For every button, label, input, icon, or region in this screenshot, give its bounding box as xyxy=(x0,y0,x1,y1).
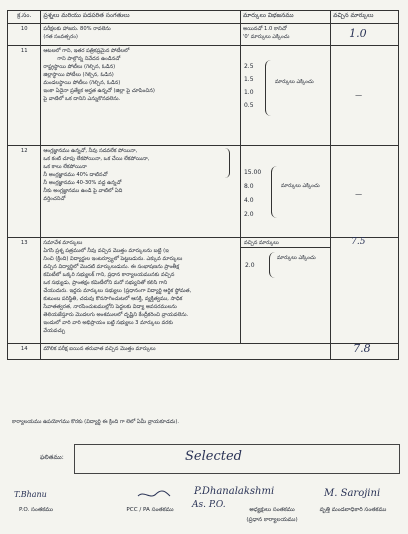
question-line: నీ అంగ్లజ్ఞానము 40-30% వద్ద ఉన్నచో xyxy=(43,180,122,186)
header-marks-given: వచ్చిన మార్కులు xyxy=(331,11,399,24)
marks-value: 15.00 xyxy=(243,169,262,176)
question-line: నీకు అంగ్లజ్ఞానము ఉండి పై వాటిలో ఏది xyxy=(43,188,123,194)
table-header-row xyxy=(8,11,399,24)
row-given xyxy=(331,46,399,146)
marks-value: 4.0 xyxy=(243,197,254,204)
marks-value: 1.5 xyxy=(243,76,254,83)
marks-line: '0' మార్కులు ఎక్కించు xyxy=(242,34,290,40)
marks-note: మార్కులు ఎక్కించు xyxy=(280,183,320,189)
row-number: 12 xyxy=(8,146,41,238)
marks-value: 0.5 xyxy=(243,102,254,109)
row-given xyxy=(331,24,399,46)
given-mark-handwritten: 1.0 xyxy=(349,27,367,40)
row-marks xyxy=(240,46,330,146)
question-line: జిల్లాస్థాయి పోటీలు (గెల్చిన, ఓడిన) xyxy=(43,72,114,78)
header-question: ప్రశ్నలు మరియు పదపరిత సంగతులు xyxy=(41,11,241,24)
table-row xyxy=(8,238,399,344)
table-row xyxy=(8,24,399,46)
question-line: వచ్చిన విద్యార్థిలో మొదటి మార్కులుడును. ఈ సంభాషణను ప్రాంతీక్ష xyxy=(43,264,180,270)
marks-values xyxy=(244,60,254,112)
question-line: ఆటలలో గాని, ఇతర పత్రికప్రమైన పోటీలలో xyxy=(43,48,130,54)
given-mark-handwritten: 7.8 xyxy=(353,342,371,355)
question-line: వేయవచ్చు xyxy=(43,328,66,334)
question-line: చేయుదురు. ఇద్దరు మార్కులు సభ్యులు (ప్రధానంగా విద్యార్థి ఆర్థిక స్థోమత, xyxy=(43,288,192,294)
question-line: వర్తించనిచో xyxy=(43,196,66,202)
question-line: ఆంగ్లజ్ఞానము ఉన్నచో, నీవు సదవలేక పోయినా, xyxy=(43,148,138,154)
row-given xyxy=(331,238,399,344)
table-row xyxy=(8,344,399,360)
signature-label-officer: వృత్తి మండలాధికారి సంతకము xyxy=(319,507,387,513)
question-line: సేవాతత్వరత, నారసించుటముల్లోని పెద్దలకు విద్యా అవసరములను xyxy=(43,304,177,310)
question-line: మౌలిక పరీక్ష ఐయిన తరువాత వచ్చిన మొత్తం మార్కులు xyxy=(43,346,156,352)
row-number: 14 xyxy=(8,344,41,360)
given-mark: — xyxy=(355,91,363,99)
signature-label-po: P.O. సంతకము xyxy=(19,507,53,513)
row-question xyxy=(41,344,331,360)
row-number: 13 xyxy=(8,238,41,344)
signature-label-pcc: PCC / PA సంతకము xyxy=(126,507,174,513)
given-mark: — xyxy=(355,190,363,198)
row-question xyxy=(41,238,241,344)
question-line: మండలస్థాయి పోటీలు (గెల్చిన, ఓడిన) xyxy=(43,80,121,86)
brace-icon xyxy=(225,148,230,178)
row-marks xyxy=(240,238,330,344)
question-line: పై వాటిలో ఒక దానిని ఎన్నుకొనవలెను. xyxy=(43,96,121,102)
signature-officer: M. Sarojini xyxy=(324,488,381,499)
question-line: రాష్ట్రస్థాయి పోటీలు (గెల్చిన, ఓడిన) xyxy=(43,64,116,70)
marks-value: 1.0 xyxy=(243,89,254,96)
marks-values xyxy=(244,166,261,222)
result-label: ఫలితము: xyxy=(40,454,64,461)
header-marks-split: మార్కులు విభజనము xyxy=(240,11,330,24)
row-marks xyxy=(240,146,330,238)
marks-value: 2.5 xyxy=(243,63,254,70)
question-line: కమిటీలో ఒక్కరి సభ్యులక్ గాని, ప్రధాన కార్యాలయమునకు వచ్చిన xyxy=(43,272,175,278)
evaluation-table xyxy=(7,10,399,360)
result-value-handwritten: Selected xyxy=(185,449,242,464)
row-question xyxy=(41,146,241,238)
question-line: పరీక్షలకు హాజరు. 80% రావలెను xyxy=(43,26,111,32)
given-mark-handwritten: 7.5 xyxy=(351,237,366,247)
brace-icon xyxy=(269,252,275,278)
signature-label-office: (ప్రధాన కార్యాలయము) xyxy=(246,517,298,523)
question-line: కుటుంబ పరిస్థితి, చదువు కొనసాగించుటలో ఆసక్తి, వ్యక్తిత్వము, సాధిక xyxy=(43,296,183,302)
row-given xyxy=(331,344,399,360)
signature-po: T.Bhanu xyxy=(14,490,47,499)
marks-value: 2.0 xyxy=(243,211,254,218)
application-form-sheet xyxy=(4,6,402,528)
marks-note: మార్కులు ఎక్కించు xyxy=(276,255,316,261)
question-line: ఒక కంటి చూపు లేకపోయినా, ఒక చేయి లేకపోయినా, xyxy=(43,156,150,162)
signature-asst-po: As. P.O. xyxy=(192,500,226,510)
header-serial: క్ర.సం. xyxy=(8,11,41,24)
question-line: ఏగసి ప్రశ్న పత్రములో నీవు వచ్చిన మొత్తం మార్కులను బట్టి (ఇ xyxy=(43,248,169,254)
brace-icon xyxy=(265,60,271,116)
question-line: తెలియజేస్తూరు మొదలగు అంశములలో దృష్టిని కేంద్రీకరించి వ్రాయవలెను. xyxy=(43,312,189,318)
signature-president: P.Dhanalakshmi xyxy=(194,486,275,497)
question-line: నీ అంగ్లజ్ఞానము 40% దాటినచో xyxy=(43,172,108,178)
question-line: గాని పాల్గొన్న నివేదన ఉండినచో xyxy=(57,56,121,62)
question-line: ఒక కాలు లేకపోయినా xyxy=(43,164,87,170)
marks-subheader: వచ్చిన మార్కులు xyxy=(241,238,330,248)
signature-pcc-scrawl xyxy=(136,488,172,502)
table-row xyxy=(8,46,399,146)
marks-value: 8.0 xyxy=(243,183,254,190)
brace-icon xyxy=(271,166,277,218)
office-use-note: కార్యాలయము ఉపయోగము కొరకు (విద్యార్థి ఈ క్రింది గా లెలో ఏమీ వ్రాయకూడదు). xyxy=(12,419,179,425)
question-line: నించి (క్రింది) విద్యార్థుల ఇంటర్వ్యూలో పెట్టబడును. ఎక్కువ మార్కులు xyxy=(43,256,183,262)
question-line: ఇందులో వారి వారి అభిప్రాయం బట్టి సభ్యులు 3 మార్కులు వరకు xyxy=(43,320,173,326)
row-question xyxy=(41,46,241,146)
question-line: ఇంకా ఏదైనా ప్రత్యేక అర్హత ఉన్నచో (జిల్లా పై చూపించిన) xyxy=(43,88,155,94)
result-box xyxy=(74,444,400,474)
table-row xyxy=(8,146,399,238)
question-line: సమావేశ మార్కులు xyxy=(43,240,83,246)
question-line: (గత సంవత్సరం) xyxy=(43,34,78,40)
row-number: 10 xyxy=(8,24,41,46)
row-marks xyxy=(240,24,330,46)
row-number: 11 xyxy=(8,46,41,146)
signature-label-president: అధ్యక్షులు సంతకము xyxy=(249,507,295,513)
marks-line: అయినచో 1.0 కానిచో xyxy=(242,26,287,32)
marks-value: 2.0 xyxy=(244,262,255,269)
row-given xyxy=(331,146,399,238)
question-line: ఒక సభ్యుడు, ప్రాంతక్షం కమిటీలోని మరో సభ్యునితో కలిసి గాని xyxy=(43,280,168,286)
marks-note: మార్కులు ఎక్కించు xyxy=(274,79,314,85)
row-question xyxy=(41,24,241,46)
